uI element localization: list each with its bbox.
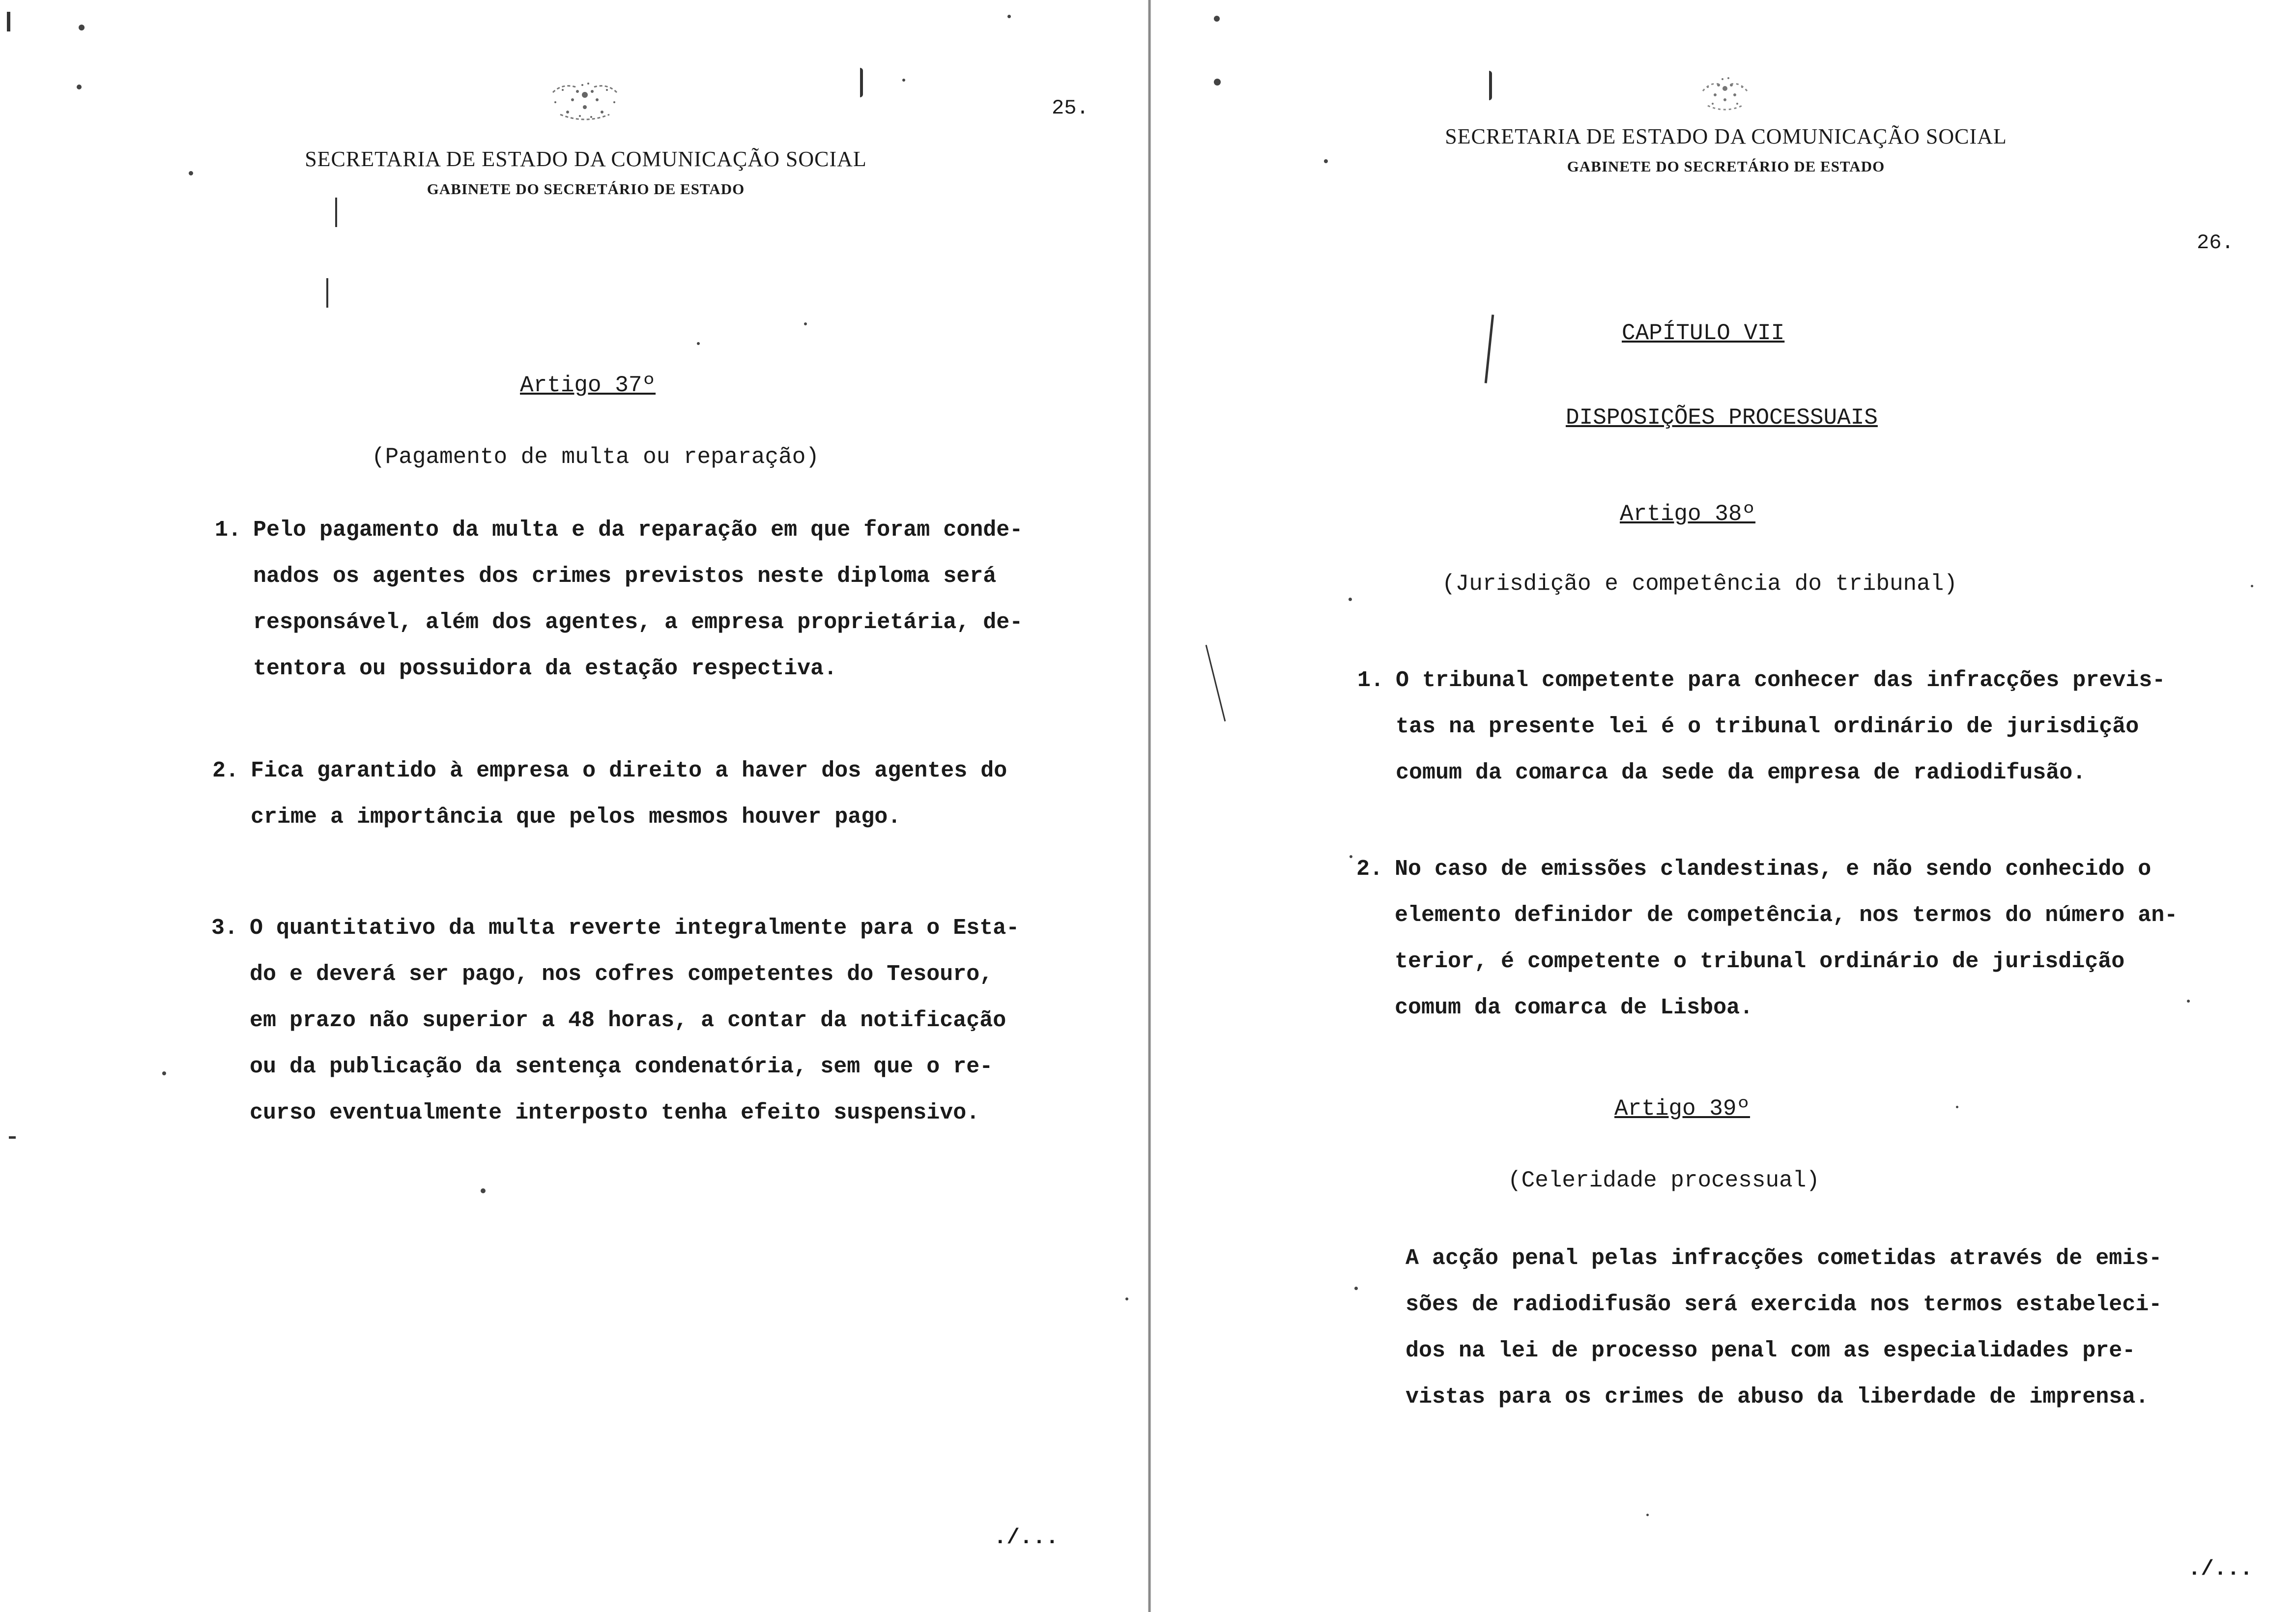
paragraph-line: No caso de emissões clandestinas, e não sendo conhecido o (1395, 857, 2152, 882)
paragraph-line: nados os agentes dos crimes previstos neste diploma será (253, 564, 997, 589)
scan-speck (1349, 855, 1352, 858)
paragraph-line: O quantitativo da multa reverte integralmente para o Esta- (250, 916, 1020, 941)
paragraph-line: ou da publicação da sentença condenatória, sem que o re- (250, 1054, 993, 1079)
scan-speck (804, 322, 807, 325)
scan-artifact (1485, 315, 1494, 383)
scan-artifact (1205, 645, 1226, 721)
scan-speck (481, 1188, 486, 1193)
scan-artifact (1489, 71, 1492, 100)
paragraph-body (1406, 1236, 2162, 1420)
article-heading: Artigo 38º (1620, 501, 1756, 527)
paragraph-3 (211, 905, 1020, 1136)
paragraph-line: crime a importância que pelos mesmos houver pago. (251, 805, 901, 830)
letterhead (1431, 124, 2021, 175)
scan-artifact (860, 68, 863, 97)
paragraph-line: em prazo não superior a 48 horas, a contar da notificação (250, 1008, 1006, 1033)
scan-speck (1214, 79, 1221, 86)
article-heading: Artigo 39º (1614, 1096, 1751, 1122)
article-title: (Jurisdição e competência do tribunal) (1442, 571, 1957, 597)
scan-speck (1646, 1514, 1649, 1516)
scan-speck (1354, 1287, 1358, 1290)
scan-artifact (7, 12, 10, 31)
scan-speck (1956, 1106, 1958, 1108)
paragraph-line: Fica garantido à empresa o direito a haver dos agentes do (251, 758, 1007, 783)
paragraph-number: 2. (1356, 857, 1383, 882)
chapter-title: DISPOSIÇÕES PROCESSUAIS (1566, 405, 1878, 431)
page-number: 25. (1052, 96, 1089, 120)
letterhead-title: SECRETARIA DE ESTADO DA COMUNICAÇÃO SOCIAL (305, 147, 867, 171)
coat-of-arms-icon (533, 73, 636, 127)
scan-speck (77, 85, 82, 89)
coat-of-arms-icon (1673, 66, 1777, 120)
paragraph-line: tentora ou possuidora da estação respectiva. (253, 656, 837, 681)
scan-speck (697, 342, 700, 345)
scan-speck (79, 25, 85, 30)
scan-artifact (326, 278, 328, 308)
letterhead-subtitle: GABINETE DO SECRETÁRIO DE ESTADO (427, 180, 745, 198)
scan-speck (1349, 598, 1352, 601)
letterhead (291, 146, 881, 198)
scan-speck (2187, 1000, 2190, 1003)
paragraph-line: tas na presente lei é o tribunal ordinário de jurisdição (1396, 714, 2139, 739)
paragraph-line: do e deverá ser pago, nos cofres competentes do Tesouro, (250, 962, 993, 987)
paragraph-number: 3. (211, 916, 238, 941)
scan-artifact (335, 198, 337, 227)
scan-speck (2251, 585, 2253, 587)
scan-artifact (9, 1136, 16, 1139)
scan-speck (902, 79, 905, 82)
letterhead-subtitle: GABINETE DO SECRETÁRIO DE ESTADO (1567, 158, 1885, 175)
paragraph-line: A acção penal pelas infracções cometidas através de emis- (1406, 1246, 2162, 1271)
paragraph-line: vistas para os crimes de abuso da liberdade de imprensa. (1406, 1384, 2149, 1410)
paragraph-line: elemento definidor de competência, nos termos do número an- (1395, 903, 2178, 928)
paragraph-line: Pelo pagamento da multa e da reparação em que foram conde- (253, 518, 1023, 543)
scan-speck (1125, 1297, 1128, 1300)
letterhead-title: SECRETARIA DE ESTADO DA COMUNICAÇÃO SOCIAL (1445, 124, 2007, 148)
article-title: (Celeridade processual) (1508, 1168, 1820, 1193)
paragraph-line: responsável, além dos agentes, a empresa proprietária, de- (253, 610, 1023, 635)
paragraph-2 (212, 748, 1007, 840)
continuation-mark: ./... (994, 1526, 1059, 1550)
scan-speck (189, 171, 193, 175)
page-number: 26. (2197, 231, 2234, 255)
continuation-mark: ./... (2188, 1557, 2253, 1582)
paragraph-line: sões de radiodifusão será exercida nos termos estabeleci- (1406, 1292, 2162, 1317)
paragraph-line: comum da comarca da sede da empresa de radiodifusão. (1396, 760, 2086, 785)
paragraph-number: 1. (1357, 668, 1384, 693)
scan-speck (1214, 16, 1220, 22)
paragraph-line: curso eventualmente interposto tenha efeito suspensivo. (250, 1100, 980, 1125)
paragraph-line: comum da comarca de Lisboa. (1395, 995, 1753, 1020)
paragraph-2 (1356, 846, 2178, 1031)
scan-speck (162, 1071, 166, 1075)
paragraph-line: O tribunal competente para conhecer das infracções previs- (1396, 668, 2166, 693)
scan-speck (1007, 15, 1011, 18)
paragraph-line: terior, é competente o tribunal ordinário de jurisdição (1395, 949, 2125, 974)
paragraph-number: 1. (215, 518, 242, 543)
article-heading: Artigo 37º (520, 373, 656, 398)
scan-speck (1324, 159, 1328, 163)
paragraph-number: 2. (212, 758, 239, 783)
chapter-heading: CAPÍTULO VII (1622, 320, 1785, 346)
right-page (1150, 0, 2296, 1612)
paragraph-1 (215, 507, 1023, 692)
article-title: (Pagamento de multa ou reparação) (372, 444, 819, 470)
paragraph-1 (1357, 658, 2166, 796)
paragraph-line: dos na lei de processo penal com as especialidades pre- (1406, 1338, 2136, 1363)
